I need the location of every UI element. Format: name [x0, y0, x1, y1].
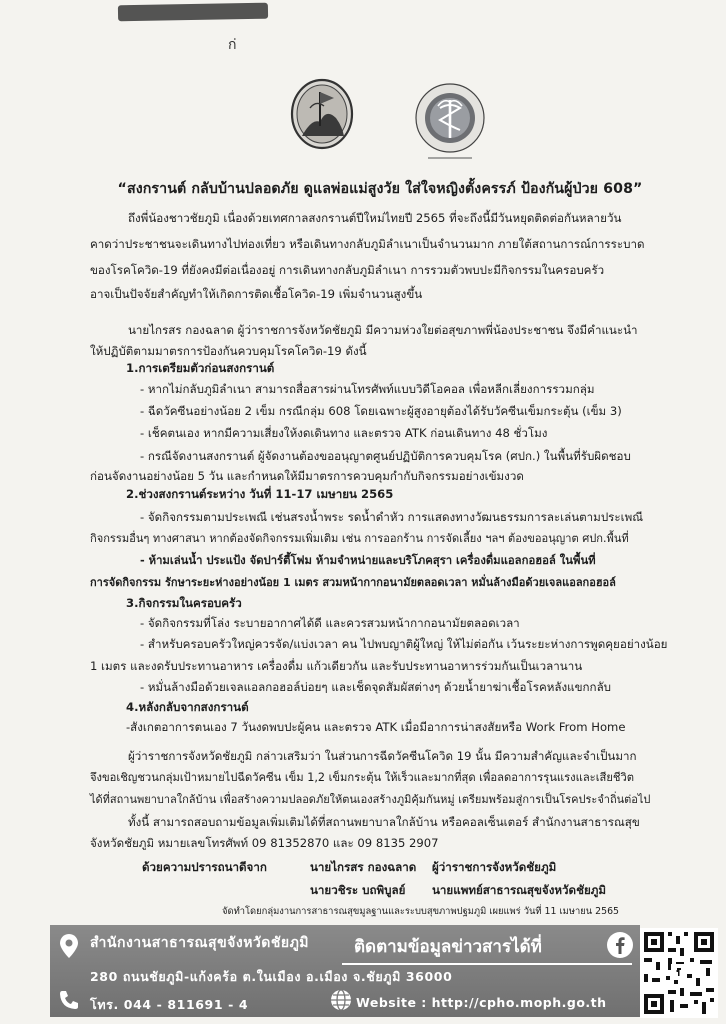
globe-icon — [330, 989, 352, 1011]
list-item: - สำหรับครอบครัวใหญ่ควรจัด/แบ่งเวลา คน ไปพบญาติผู้ใหญ่ ให้ไม่ต่อกัน เว้นระยะห่างการพูดคุยอย่างน้อย — [140, 637, 668, 651]
phone-icon — [58, 989, 80, 1011]
paragraph-line: ทั้งนี้ สามารถสอบถามข้อมูลเพิ่มเติมได้ที่สถานพยาบาลใกล้บ้าน หรือคอลเซ็นเตอร์ สำนักงานสาธารณสุข — [128, 815, 640, 829]
moph-seal — [410, 80, 494, 164]
list-item-continuation: กิจกรรมอื่นๆ ทางศาสนา หากต้องจัดกิจกรรมเพิ่มเติม เช่น การออกร้าน การจัดเลี้ยง ฯลฯ ต้องขออนุญาต ศปก.พื้นที่ — [90, 532, 629, 545]
paragraph-line: จึงขอเชิญชวนกลุ่มเป้าหมายไปฉีดวัคซีน เข็ม 1,2 เข็มกระตุ้น ให้เร็วและมากที่สุด เพื่อลดอาการรุนแรงและเสียชีวิต — [90, 771, 635, 784]
redaction-smudge — [118, 3, 268, 22]
document-title: “สงกรานต์ กลับบ้านปลอดภัย ดูแลพ่อแม่สูงวัย ใส่ใจหญิงตั้งครรภ์ ป้องกันผู้ป่วย 608” — [117, 181, 643, 197]
signer-role: ผู้ว่าราชการจังหวัดชัยภูมิ — [432, 860, 557, 874]
paragraph-line: ผู้ว่าราชการจังหวัดชัยภูมิ กล่าวเสริมว่า ในส่วนการฉีดวัคซีนโควิด 19 นั้น มีความสำคัญและจำเป็นมาก — [128, 749, 637, 763]
footer-address: 280 ถนนชัยภูมิ-แก้งคร้อ ต.ในเมือง อ.เมือง จ.ชัยภูมิ 36000 — [90, 969, 453, 984]
list-item: - หมั่นล้างมือด้วยเจลแอลกอฮอล์บ่อยๆ และเช็ดจุดสัมผัสต่างๆ ด้วยน้ำยาฆ่าเชื้อโรคหลังแขกกลับ — [140, 680, 612, 694]
paragraph-line: อาจเป็นปัจจัยสำคัญทำให้เกิดการติดเชื้อโควิด-19 เพิ่มจำนวนสูงขึ้น — [90, 287, 423, 301]
list-item: - ฉีดวัคซีนอย่างน้อย 2 เข็ม กรณีกลุ่ม 608 โดยเฉพาะผู้สูงอายุต้องได้รับวัคซีนเข็มกระตุ้น (เข็ม 3) — [140, 404, 622, 418]
signer-role: นายแพทย์สาธารณสุขจังหวัดชัยภูมิ — [432, 883, 607, 897]
paragraph-line: ของโรคโควิด-19 ที่ยังคงมีต่อเนื่องอยู่ การเดินทางกลับภูมิลำเนา การรวมตัวพบปะมีกิจกรรมในครอบครัว — [90, 263, 605, 277]
list-item: - เช็คตนเอง หากมีความเสี่ยงให้งดเดินทาง และตรวจ ATK ก่อนเดินทาง 48 ชั่วโมง — [140, 426, 548, 440]
list-item: - กรณีจัดงานสงกรานต์ ผู้จัดงานต้องขออนุญาตศูนย์ปฏิบัติการควบคุมโรค (ศปก.) ในพื้นที่รับผิดชอบ — [140, 449, 631, 463]
publish-credit: จัดทำโดยกลุ่มงานการสาธารณสุขมูลฐานและระบบสุขภาพปฐมภูมิ เผยแพร่ วันที่ 11 เมษายน 2565 — [222, 906, 620, 917]
paragraph-line: คาดว่าประชาชนจะเดินทางไปท่องเที่ยว หรือเดินทางกลับภูมิลำเนาเป็นจำนวนมาก ภายใต้สถานการณ์การระบาด — [90, 237, 645, 251]
paragraph-line: ได้ที่สถานพยาบาลใกล้บ้าน เพื่อสร้างความปลอดภัยให้ตนเองสร้างภูมิคุ้มกันหมู่ เตรียมพร้อมสู่การเป็นโรคประจำถิ่นต่อไป — [90, 793, 651, 806]
chaiyaphum-provincial-seal — [290, 78, 354, 150]
footer-divider — [342, 963, 632, 965]
paragraph-line: จังหวัดชัยภูมิ หมายเลขโทรศัพท์ 09 81352870 และ 09 8135 2907 — [90, 836, 439, 850]
paragraph-line: นายไกรสร กองฉลาด ผู้ว่าราชการจังหวัดชัยภูมิ มีความห่วงใยต่อสุขภาพพี่น้องประชาชน จึงมีคำแนะนำ — [128, 323, 638, 337]
signer-name: นายวชิระ บถพิบูลย์ — [310, 883, 406, 897]
facebook-icon[interactable] — [606, 931, 634, 959]
list-item: - ห้ามเล่นน้ำ ประแป้ง จัดปาร์ตี้โฟม ห้ามจำหน่ายและบริโภคสุรา เครื่องดื่มแอลกอฮอล์ ในพื้นที่ — [140, 554, 596, 567]
section-heading: 3.กิจกรรมในครอบครัว — [126, 596, 242, 610]
section-heading: 4.หลังกลับจากสงกรานต์ — [126, 700, 249, 714]
list-item: - หากไม่กลับภูมิลำเนา สามารถสื่อสารผ่านโทรศัพท์แบบวิดีโอคอล เพื่อหลีกเลี่ยงการรวมกลุ่ม — [140, 382, 595, 396]
list-item-continuation: ก่อนจัดงานอย่างน้อย 5 วัน และกำหนดให้มีมาตรการควบคุมกำกับกิจกรรมอย่างเข้มงวด — [90, 469, 524, 483]
paragraph-line: ถึงพี่น้องชาวชัยภูมิ เนื่องด้วยเทศกาลสงกรานต์ปีใหม่ไทยปี 2565 ที่จะถึงนี้มีวันหยุดติดต่อกันหลายวัน — [128, 211, 622, 225]
list-item: - จัดกิจกรรมที่โล่ง ระบายอากาศได้ดี และควรสวมหน้ากากอนามัยตลอดเวลา — [140, 616, 520, 630]
location-pin-icon — [58, 933, 80, 959]
footer-website: Website : http://cpho.moph.go.th — [356, 995, 607, 1010]
handwritten-mark: ก่ — [228, 37, 237, 53]
footer-phone: โทร. 044 - 811691 - 4 — [90, 997, 249, 1012]
signer-name: นายไกรสร กองฉลาด — [310, 860, 417, 874]
list-item: -สังเกตอาการตนเอง 7 วันงดพบปะผู้คน และตรวจ ATK เมื่อมีอาการน่าสงสัยหรือ Work From Home — [126, 720, 626, 734]
list-item-continuation: การจัดกิจกรรม รักษาระยะห่างอย่างน้อย 1 เมตร สวมหน้ากากอนามัยตลอดเวลา หมั่นล้างมือด้วยเจลแอลกอฮอล์ — [90, 576, 616, 589]
paragraph-line: ให้ปฏิบัติตามมาตรการป้องกันควบคุมโรคโควิด-19 ดังนี้ — [90, 344, 367, 358]
qr-code — [640, 928, 718, 1018]
list-item: - จัดกิจกรรมตามประเพณี เช่นสรงน้ำพระ รดน้ำดำหัว การแสดงทางวัฒนธรรมการละเล่นตามประเพณี — [140, 510, 643, 524]
closing-phrase: ด้วยความปรารถนาดีจาก — [142, 860, 267, 874]
footer-follow-text: ติดตามข้อมูลข่าวสารได้ที่ — [354, 937, 542, 957]
footer-org-name: สำนักงานสาธารณสุขจังหวัดชัยภูมิ — [90, 935, 310, 951]
section-heading: 1.การเตรียมตัวก่อนสงกรานต์ — [126, 361, 275, 375]
footer-banner — [50, 925, 640, 1017]
section-heading: 2.ช่วงสงกรานต์ระหว่าง วันที่ 11-17 เมษายน 2565 — [126, 487, 394, 501]
list-item-continuation: 1 เมตร และงดรับประทานอาหาร เครื่องดื่ม แก้วเดียวกัน และรับประทานอาหารร่วมกันเป็นเวลานาน — [90, 659, 583, 673]
